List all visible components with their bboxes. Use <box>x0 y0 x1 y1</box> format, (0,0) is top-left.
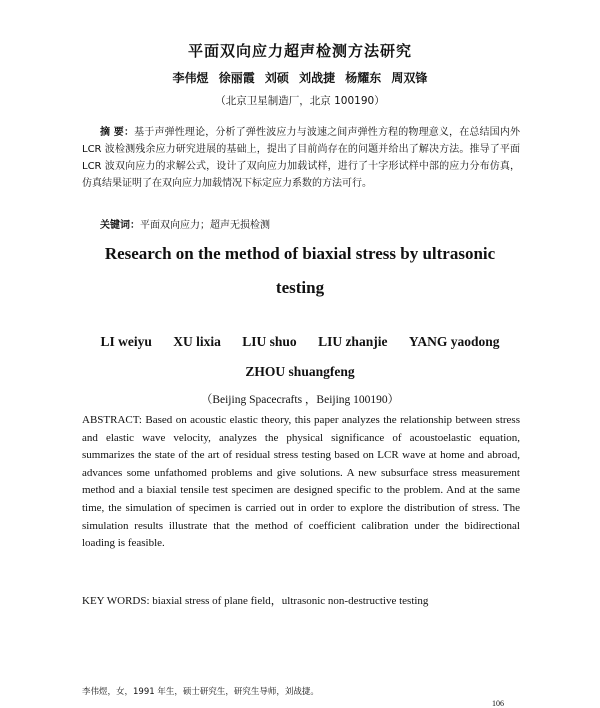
author-footnote: 李伟煜，女，1991 年生，硕士研究生，研究生导师，刘战捷。 <box>82 687 319 697</box>
english-title-line2: testing <box>275 278 325 297</box>
english-abstract: ABSTRACT: Based on acoustic elastic theory, this paper analyzes the relationship between stress and elastic wave velocity, analyzes the physical significance of acoustoelastic equation, summarizes the state of the art of residual stress testing based on LCR wave at home and abroad, advances some unfathomed problems and give solutions. A new subsurface stress measurement method and a biaxial tensile test specimen are designed specific to the problem. And at the same time, the simulation of specimen is carried out in order to explore the distribution of stress. The simulation results illustrate that the method of coefficient calibration under the bidirectional loading is feasible. <box>82 414 520 550</box>
page-number: 106 <box>492 699 504 708</box>
author-name: LI weiyu <box>100 334 152 349</box>
author-name: LIU zhanjie <box>318 334 388 349</box>
author-name: YANG yaodong <box>408 334 500 349</box>
english-title <box>0 237 600 305</box>
author-name: LIU shuo <box>242 334 297 349</box>
chinese-keywords-label: 关键词： <box>100 220 140 231</box>
chinese-authors: 李伟煜 徐丽霞 刘硕 刘战捷 杨耀东 周双锋 <box>172 71 428 85</box>
english-authors <box>0 327 600 387</box>
chinese-abstract-label: 摘 要： <box>100 127 135 138</box>
author-name: XU lixia <box>173 334 221 349</box>
english-keywords: KEY WORDS: biaxial stress of plane field，ultrasonic non-destructive testing <box>82 595 429 607</box>
english-affiliation: （Beijing Spacecrafts ，Beijing 100190） <box>200 394 400 406</box>
chinese-title: 平面双向应力超声检测方法研究 <box>187 42 412 60</box>
english-authors-row2: ZHOU shuangfeng <box>245 364 355 379</box>
chinese-keywords <box>100 216 270 231</box>
chinese-abstract-text: 基于声弹性理论，分析了弹性波应力与波速之间声弹性方程的物理意义，在总结国内外 LCR 波检测残余应力研究进展的基础上，提出了目前尚存在的问题并给出了解决方法。推导了平面 LCR 波双向应力的求解公式，设计了双向应力加载试样，进行了十字形试样中部的应力分布仿真，仿真结果证明了在双向应力加载情况下标定应力系数的方法可行。 <box>82 127 521 189</box>
chinese-keywords-text: 平面双向应力；超声无损检测 <box>140 220 270 231</box>
chinese-affiliation: （北京卫星制造厂，北京 100190） <box>215 95 385 107</box>
english-title-line1: Research on the method of biaxial stress by ultrasonic <box>104 244 496 263</box>
english-authors-row1 <box>0 327 600 357</box>
chinese-abstract <box>82 124 520 192</box>
